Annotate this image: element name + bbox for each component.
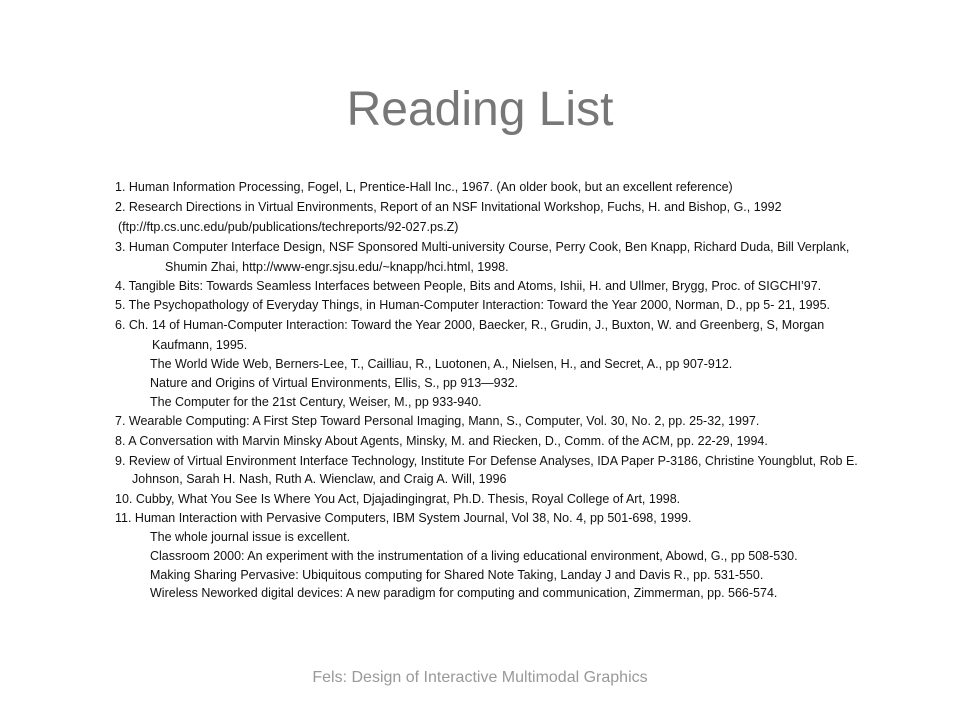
- reference-3: 3. Human Computer Interface Design, NSF Sponsored Multi-university Course, Perry Cook, Ben Knapp, Richard Duda, Bill Verplank,: [115, 240, 850, 254]
- reference-1: 1. Human Information Processing, Fogel, L, Prentice-Hall Inc., 1967. (An older book, but an excellent reference): [115, 180, 733, 194]
- reference-9: 9. Review of Virtual Environment Interface Technology, Institute For Defense Analyses, IDA Paper P-3186, Christine Youngblut, Rob E.: [115, 454, 858, 468]
- reference-6-sub-1: The World Wide Web, Berners-Lee, T., Cailliau, R., Luotonen, A., Nielsen, H., and Secret, A., pp 907-912.: [150, 357, 733, 371]
- reference-2: 2. Research Directions in Virtual Environments, Report of an NSF Invitational Workshop, Fuchs, H. and Bishop, G., 1992: [115, 200, 782, 214]
- reference-6-continued: Kaufmann, 1995.: [152, 338, 248, 352]
- reference-2-continued: (ftp://ftp.cs.unc.edu/pub/publications/techreports/92-027.ps.Z): [118, 220, 459, 234]
- reference-11-sub-2: Classroom 2000: An experiment with the instrumentation of a living educational environment, Abowd, G., pp 508-530.: [150, 549, 798, 563]
- reference-11-sub-1: The whole journal issue is excellent.: [150, 530, 351, 544]
- page-title: Reading List: [346, 83, 614, 136]
- slide-footer: Fels: Design of Interactive Multimodal Graphics: [312, 669, 648, 686]
- reference-4: 4. Tangible Bits: Towards Seamless Interfaces between People, Bits and Atoms, Ishii, H. and Ullmer, Brygg, Proc. of SIGCHI’97.: [115, 279, 822, 293]
- reference-9-continued: Johnson, Sarah H. Nash, Ruth A. Wienclaw, and Craig A. Will, 1996: [132, 472, 507, 486]
- reference-6-sub-3: The Computer for the 21st Century, Weiser, M., pp 933-940.: [150, 395, 482, 409]
- reference-10: 10. Cubby, What You See Is Where You Act, Djajadingingrat, Ph.D. Thesis, Royal College of Art, 1998.: [115, 492, 681, 506]
- reference-8: 8. A Conversation with Marvin Minsky About Agents, Minsky, M. and Riecken, D., Comm. of the ACM, pp. 22-29, 1994.: [115, 434, 768, 448]
- reference-11-sub-4: Wireless Neworked digital devices: A new paradigm for computing and communication, Zimmerman, pp. 566-574.: [150, 586, 778, 600]
- reference-7: 7. Wearable Computing: A First Step Toward Personal Imaging, Mann, S., Computer, Vol. 30, No. 2, pp. 25-32, 1997.: [115, 414, 760, 428]
- reference-3-continued: Shumin Zhai, http://www-engr.sjsu.edu/~knapp/hci.html, 1998.: [165, 260, 509, 274]
- reference-11-sub-3: Making Sharing Pervasive: Ubiquitous computing for Shared Note Taking, Landay J and Davis R., pp. 531-550.: [150, 568, 764, 582]
- reference-5: 5. The Psychopathology of Everyday Things, in Human-Computer Interaction: Toward the Year 2000, Norman, D., pp 5- 21, 1995.: [115, 298, 830, 312]
- reference-6-sub-2: Nature and Origins of Virtual Environments, Ellis, S., pp 913—932.: [150, 376, 519, 390]
- reference-6: 6. Ch. 14 of Human-Computer Interaction: Toward the Year 2000, Baecker, R., Grudin, J., Buxton, W. and Greenberg, S, Morgan: [115, 318, 825, 332]
- reference-11: 11. Human Interaction with Pervasive Computers, IBM System Journal, Vol 38, No. 4, pp 501-698, 1999.: [115, 511, 692, 525]
